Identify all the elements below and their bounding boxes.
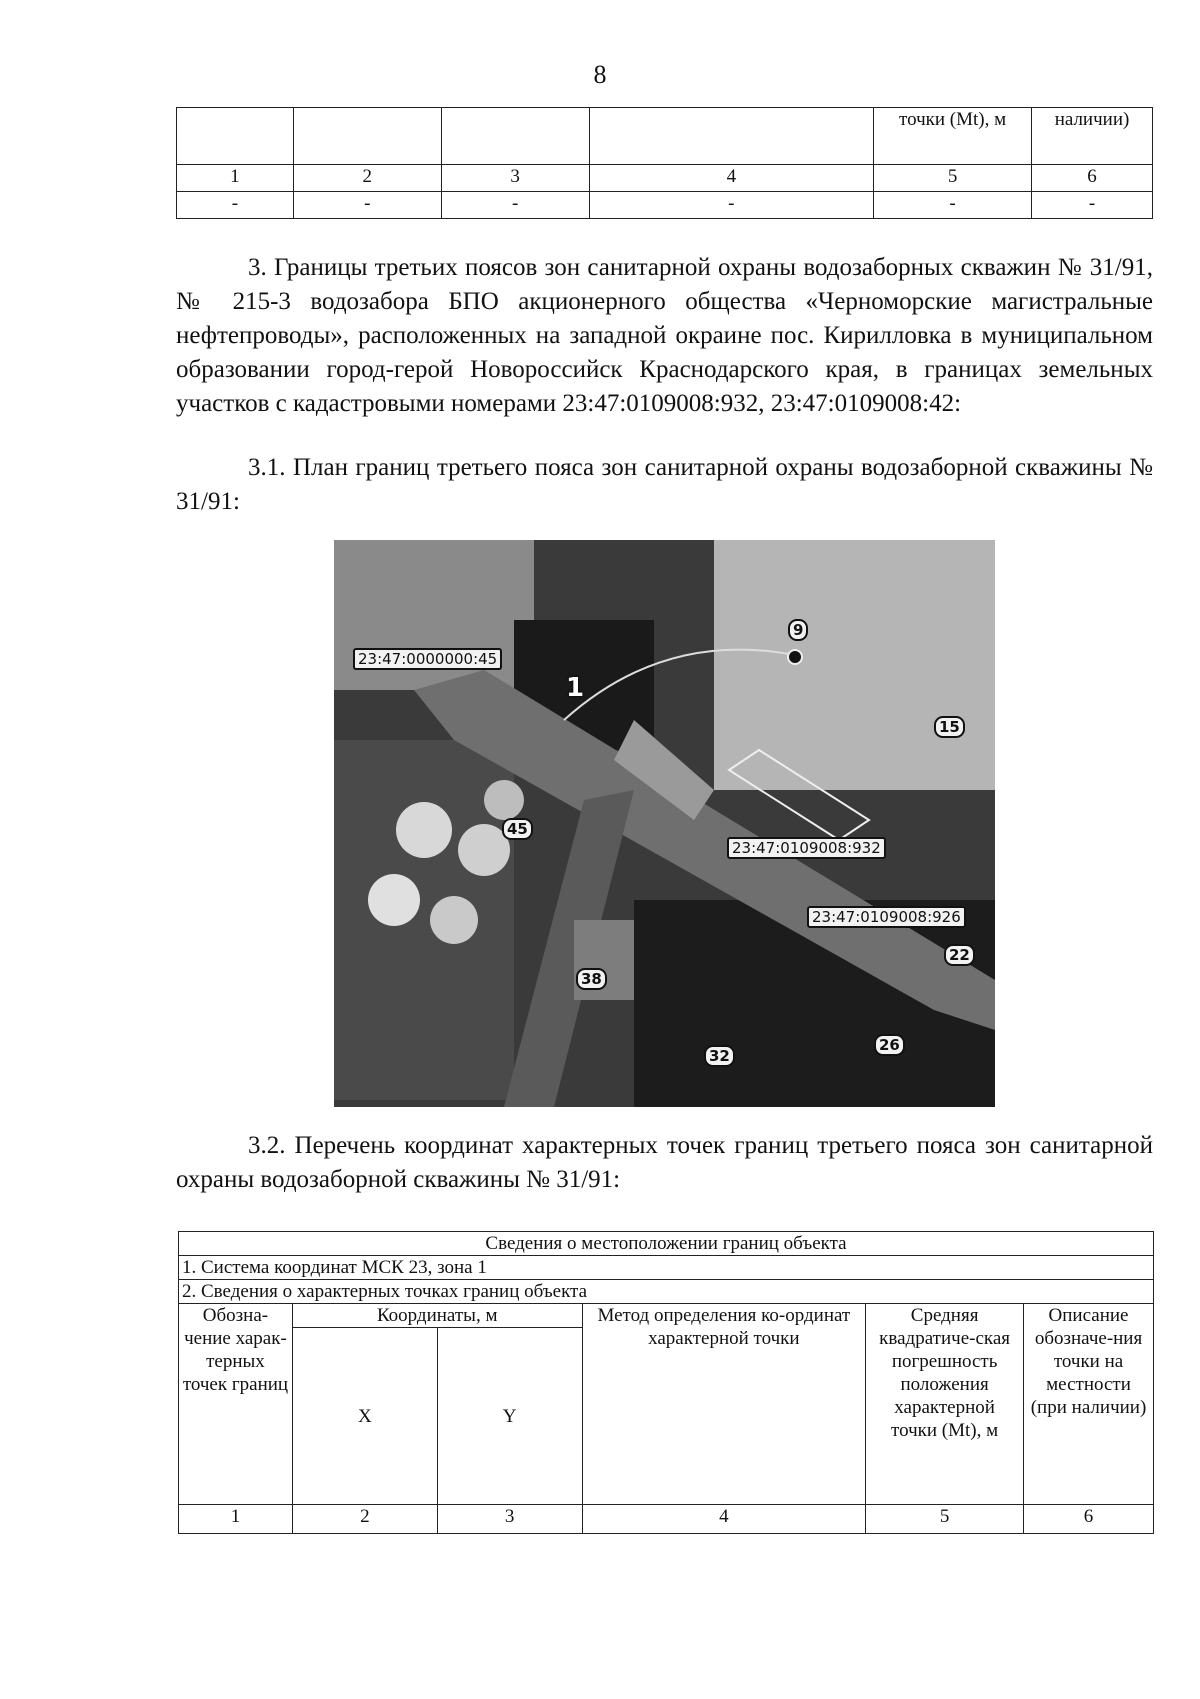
cadastral-label: 23:47:0000000:45 [353, 648, 502, 670]
point-label: 38 [576, 968, 607, 990]
table-cell [441, 108, 589, 165]
y-header: Y [437, 1328, 582, 1505]
table-cell: - [177, 192, 294, 219]
table-cell: - [293, 192, 441, 219]
coordinates-table [178, 1231, 1154, 1534]
table-cell: - [1032, 192, 1153, 219]
satellite-map [334, 540, 995, 1107]
table-cell: - [441, 192, 589, 219]
coordinate-system: 1. Система координат МСК 23, зона 1 [179, 1256, 1154, 1280]
table-cell [293, 108, 441, 165]
column-index: 1 [177, 165, 294, 192]
column-index: 5 [874, 165, 1032, 192]
table-cell: наличии) [1032, 108, 1153, 165]
cadastral-label: 23:47:0109008:932 [727, 837, 886, 859]
column-index: 6 [1024, 1505, 1154, 1534]
section-3-1-paragraph: 3.1. План границ третьего пояса зон санитарной охраны водозаборной скважины № 31/91: [176, 454, 1153, 515]
point-designation-header: Обозна-чение харак-терных точек границ [179, 1304, 293, 1505]
method-header: Метод определения ко-ординат характерной точки [582, 1304, 866, 1505]
continued-table [176, 107, 1153, 219]
point-label: 15 [934, 716, 965, 738]
description-header: Описание обозначе-ния точки на местности (при наличии) [1024, 1304, 1154, 1505]
zone-label: 1 [566, 673, 585, 703]
map-imagery [334, 540, 995, 1107]
point-label: 26 [874, 1034, 905, 1056]
column-index: 2 [292, 1505, 437, 1534]
table-cell [177, 108, 294, 165]
column-index: 3 [437, 1505, 582, 1534]
point-label: 9 [788, 619, 808, 641]
table-cell [589, 108, 874, 165]
point-label: 22 [944, 944, 975, 966]
column-index: 2 [293, 165, 441, 192]
table-cell: - [874, 192, 1032, 219]
section-3-paragraph: 3. Границы третьих поясов зон санитарной охраны водозаборных скважин № 31/91, № 215-3 водозабора БПО акционерного общества «Черноморские магистральные нефтепроводы», расположенных на западной окраине пос. Кирилловка в муниципальном образовании город-герой Новороссийск Краснодарского края, в границах земельных участков с кадастровыми номерами 23:47:0109008:932, 23:47:0109008:42: [176, 254, 1153, 417]
section-3-2-paragraph: 3.2. Перечень координат характерных точек границ третьего пояса зон санитарной охраны водозаборной скважины № 31/91: [176, 1132, 1153, 1193]
page-number: 8 [593, 60, 607, 89]
column-index: 4 [582, 1505, 866, 1534]
section-heading: 2. Сведения о характерных точках границ объекта [179, 1280, 1154, 1304]
coordinates-header: Координаты, м [292, 1304, 582, 1328]
error-header: Средняя квадратиче-ская погрешность положения характерной точки (Mt), м [866, 1304, 1024, 1505]
column-index: 4 [589, 165, 874, 192]
column-index: 3 [441, 165, 589, 192]
column-index: 5 [866, 1505, 1024, 1534]
table-title: Сведения о местоположении границ объекта [179, 1232, 1154, 1256]
point-label: 32 [704, 1045, 735, 1067]
column-index: 1 [179, 1505, 293, 1534]
table-cell: - [589, 192, 874, 219]
cadastral-label: 23:47:0109008:926 [807, 906, 966, 928]
point-label: 45 [502, 818, 533, 840]
x-header: X [292, 1328, 437, 1505]
column-index: 6 [1032, 165, 1153, 192]
table-cell: точки (Mt), м [874, 108, 1032, 165]
